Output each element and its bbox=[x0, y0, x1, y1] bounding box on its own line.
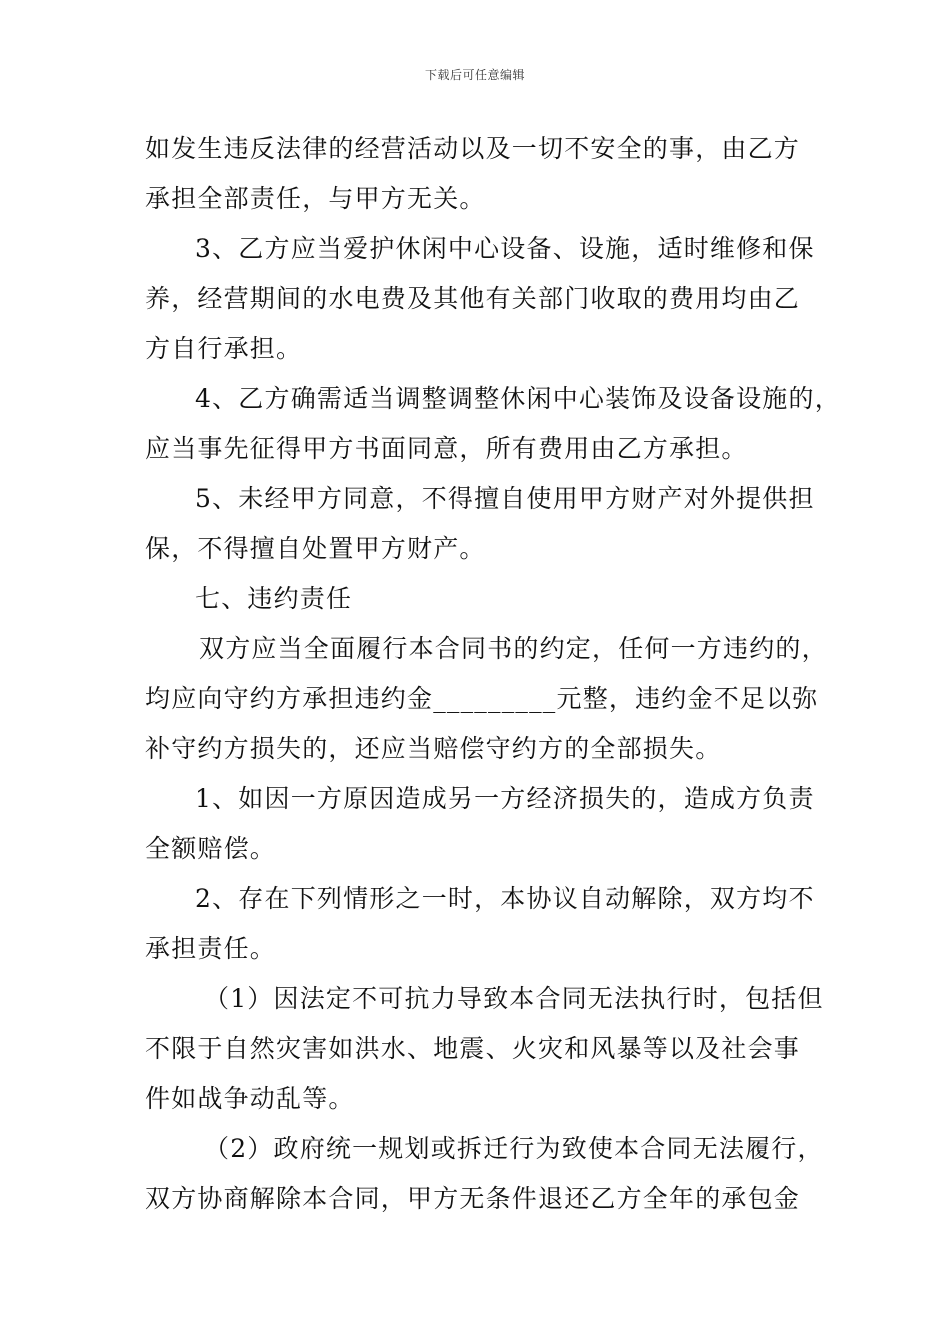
text-line: 3、乙方应当爱护休闲中心设备、设施，适时维修和保 bbox=[195, 234, 815, 263]
section-heading: 七、违约责任 bbox=[195, 584, 353, 613]
text-line: 2、存在下列情形之一时，本协议自动解除，双方均不 bbox=[195, 884, 815, 913]
text-line: 承担全部责任，与甲方无关。 bbox=[145, 184, 486, 213]
text-line: 全额赔偿。 bbox=[145, 834, 277, 863]
text-line: 双方协商解除本合同，甲方无条件退还乙方全年的承包金 bbox=[145, 1184, 801, 1213]
text-line: 应当事先征得甲方书面同意，所有费用由乙方承担。 bbox=[145, 434, 748, 463]
text-line: 保，不得擅自处置甲方财产。 bbox=[145, 534, 486, 563]
text-line: 承担责任。 bbox=[145, 934, 277, 963]
text-line: 如发生违反法律的经营活动以及一切不安全的事，由乙方 bbox=[145, 134, 801, 163]
text-line: 1、如因一方原因造成另一方经济损失的，造成方负责 bbox=[195, 784, 815, 813]
text-line: 养，经营期间的水电费及其他有关部门收取的费用均由乙 bbox=[145, 284, 801, 313]
text-line: （2）政府统一规划或拆迁行为致使本合同无法履行， bbox=[204, 1134, 824, 1163]
text-line: 均应向守约方承担违约金_________元整，违约金不足以弥 bbox=[145, 684, 819, 713]
text-line: 双方应当全面履行本合同书的约定，任何一方违约的， bbox=[199, 634, 828, 663]
text-line: 4、乙方确需适当调整调整休闲中心装饰及设备设施的， bbox=[195, 384, 841, 413]
text-line: （1）因法定不可抗力导致本合同无法执行时，包括但 bbox=[204, 984, 824, 1013]
text-line: 不限于自然灾害如洪水、地震、火灾和风暴等以及社会事 bbox=[145, 1034, 801, 1063]
page-header-note: 下载后可任意编辑 bbox=[424, 68, 525, 82]
text-line: 件如战争动乱等。 bbox=[145, 1084, 355, 1113]
text-line: 补守约方损失的，还应当赔偿守约方的全部损失。 bbox=[145, 734, 722, 763]
text-line: 方自行承担。 bbox=[145, 334, 303, 363]
text-line: 5、未经甲方同意，不得擅自使用甲方财产对外提供担 bbox=[195, 484, 815, 513]
